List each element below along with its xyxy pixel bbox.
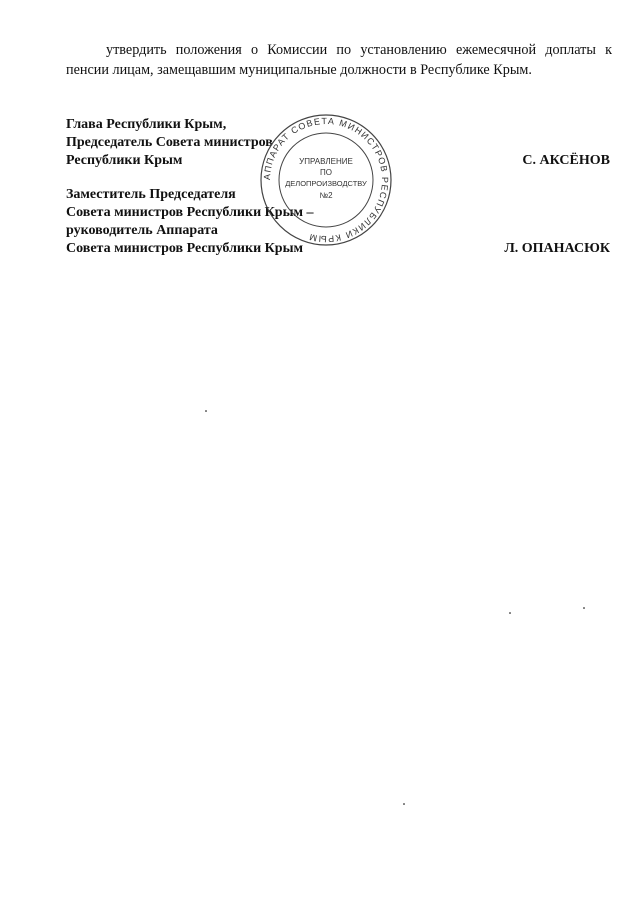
stamp-ring-text: АППАРАТ СОВЕТА МИНИСТРОВ РЕСПУБЛИКИ КРЫМ (261, 115, 391, 245)
signature-1-title-line: Председатель Совета министров (66, 135, 273, 150)
scan-speck (583, 607, 585, 609)
scan-speck (205, 410, 207, 412)
signatory-name-1: С. АКСЁНОВ (522, 153, 610, 168)
stamp-line-4: №2 (319, 191, 333, 200)
signature-2-title-line: руководитель Аппарата (66, 223, 218, 238)
signature-1-title-line: Глава Республики Крым, (66, 117, 227, 132)
scan-speck (509, 612, 511, 614)
signature-1-title-line: Республики Крым (66, 153, 183, 168)
official-stamp (258, 112, 394, 248)
body-paragraph (66, 40, 612, 80)
signature-2-title-line: Совета министров Республики Крым – (66, 205, 314, 220)
stamp-line-2: ПО (320, 168, 332, 177)
signatory-name-2: Л. ОПАНАСЮК (504, 241, 610, 256)
signature-2-title-line: Совета министров Республики Крым (66, 241, 304, 256)
stamp-line-1: УПРАВЛЕНИЕ (299, 157, 353, 166)
paragraph-line-1: утвердить положения о Комиссии по установлению ежемесячной доплаты к (106, 42, 612, 58)
paragraph-line-2: пенсии лицам, замещавшим муниципальные должности в Республике Крым. (66, 62, 532, 78)
signature-2-title-line: Заместитель Председателя (66, 187, 236, 202)
scan-speck (403, 803, 405, 805)
stamp-line-3: ДЕЛОПРОИЗВОДСТВУ (285, 179, 367, 188)
signature-title-1 (66, 116, 273, 170)
